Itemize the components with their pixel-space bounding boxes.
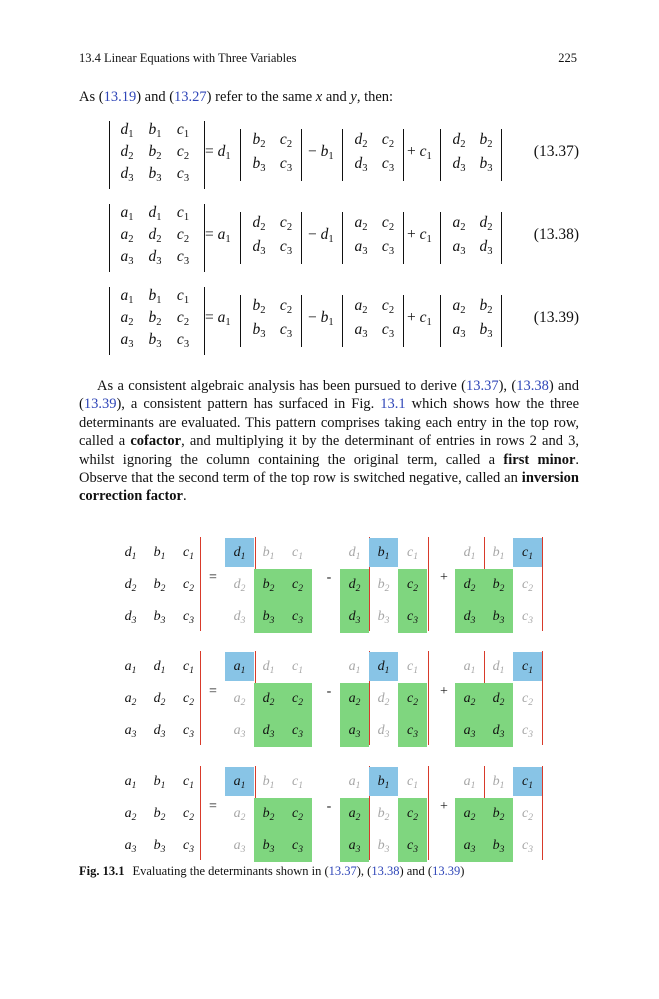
figure-link[interactable]: 13.1 [380,396,406,413]
minor-cell: $c_2$ [398,798,427,830]
ignored-entry: $a_3$ [233,723,246,740]
cofactor-cell: $d_1$ [369,652,398,681]
determinant-2x2 [440,295,502,347]
matrix-entry: $d_2$ [153,691,166,708]
determinant-equation [109,287,579,355]
equals-cofactor: = $d_1$ [205,143,231,163]
minor-cell: $c_3$ [398,715,427,747]
matrix-entry: $c_1$ [176,204,190,224]
matrix-entry: $b_1$ [148,287,162,307]
intro-sentence: As (13.19) and (13.27) refer to the same x and y, then: [79,89,394,105]
matrix-entry: $b_1$ [153,774,166,791]
operator-minus: - [326,684,332,699]
minor-cell: $c_2$ [398,683,427,715]
minor-cell: $c_2$ [283,683,312,715]
divider-line [428,766,429,860]
matrix-entry: $c_1$ [183,659,194,676]
ignored-entry: $c_2$ [522,691,533,708]
matrix-entry: $c_2$ [183,806,194,823]
ignored-entry: $b_1$ [262,545,275,562]
matrix-entry: $c_2$ [279,214,293,234]
determinant-2x2 [240,295,302,347]
determinant-3x3 [109,204,205,272]
minor-cell: $d_2$ [455,569,484,601]
matrix-entry: $a_2$ [124,691,137,708]
minor-cell: $d_3$ [254,715,283,747]
determinant-2x2 [240,129,302,181]
minus-cofactor: − $b_1$ [308,309,334,329]
matrix-entry: $a_3$ [120,331,134,351]
matrix-entry: $d_2$ [252,214,266,234]
ignored-entry: $c_1$ [407,774,418,791]
matrix-entry: $d_3$ [124,609,137,626]
minor-cell: $a_3$ [340,830,369,862]
matrix-entry: $a_2$ [452,297,466,317]
ignored-entry: $b_3$ [377,838,390,855]
plus-cofactor: + $c_1$ [407,309,432,329]
matrix-entry: $d_3$ [153,723,166,740]
matrix-entry: $c_3$ [279,155,293,175]
cofactor-cell: $c_1$ [513,538,542,567]
matrix-entry: $a_3$ [354,238,368,258]
equation-number: (13.38) [533,226,579,243]
ignored-entry: $c_2$ [522,806,533,823]
minor-cell: $d_2$ [254,683,283,715]
matrix-entry: $b_3$ [252,321,266,341]
divider-line [542,537,543,631]
ignored-entry: $b_3$ [377,609,390,626]
equation-link[interactable]: 13.39 [432,864,461,878]
matrix-entry: $b_2$ [153,577,166,594]
matrix-entry: $b_1$ [153,545,166,562]
operator-plus: + [440,570,448,585]
determinant-3x3 [109,121,205,189]
operator-plus: + [440,799,448,814]
determinant-2x2 [440,212,502,264]
figure-block [112,651,552,745]
plus-cofactor: + $c_1$ [407,143,432,163]
determinant-equation [109,204,579,272]
matrix-entry: $b_2$ [148,143,162,163]
cofactor-cell: $c_1$ [513,652,542,681]
minor-cell: $c_3$ [398,830,427,862]
matrix-entry: $b_1$ [148,121,162,141]
matrix-entry: $d_3$ [120,165,134,185]
matrix-entry: $c_2$ [381,214,395,234]
operator-eq: = [209,799,217,814]
cofactor-cell: $d_1$ [225,538,254,567]
determinant-2x2 [342,129,404,181]
matrix-entry: $d_2$ [354,131,368,151]
matrix-entry: $c_2$ [279,131,293,151]
minor-cell: $a_3$ [455,830,484,862]
matrix-entry: $d_3$ [252,238,266,258]
matrix-entry: $d_1$ [120,121,134,141]
cofactor-cell: $a_1$ [225,652,254,681]
matrix-entry: $a_1$ [120,287,134,307]
matrix-entry: $b_3$ [479,321,493,341]
matrix-entry: $d_3$ [479,238,493,258]
equation-link[interactable]: 13.19 [103,89,137,105]
minor-cell: $b_3$ [254,601,283,633]
matrix-entry: $b_3$ [148,331,162,351]
matrix-entry: $d_3$ [354,155,368,175]
matrix-entry: $c_1$ [176,287,190,307]
minor-cell: $a_2$ [455,798,484,830]
ignored-entry: $b_1$ [262,774,275,791]
ignored-entry: $d_3$ [377,723,390,740]
matrix-entry: $b_3$ [252,155,266,175]
matrix-entry: $d_3$ [148,248,162,268]
matrix-entry: $c_1$ [183,545,194,562]
ignored-entry: $c_1$ [292,774,303,791]
divider-line [542,651,543,745]
ignored-entry: $c_3$ [522,609,533,626]
minor-cell: $b_2$ [254,569,283,601]
operator-eq: = [209,684,217,699]
minor-cell: $a_2$ [340,683,369,715]
equation-link[interactable]: 13.37 [328,864,357,878]
ignored-entry: $d_1$ [492,659,505,676]
term-first-minor: first minor [503,451,576,468]
matrix-entry: $a_1$ [124,774,137,791]
operator-eq: = [209,570,217,585]
ignored-entry: $d_1$ [463,545,476,562]
minor-cell: $b_2$ [484,798,513,830]
matrix-entry: $c_2$ [183,577,194,594]
ignored-entry: $d_1$ [262,659,275,676]
minor-cell: $a_3$ [340,715,369,747]
matrix-entry: $a_2$ [354,297,368,317]
matrix-entry: $c_3$ [183,609,194,626]
matrix-entry: $a_3$ [124,723,137,740]
determinant-equation [109,121,579,189]
divider-line [428,651,429,745]
matrix-entry: $b_2$ [252,297,266,317]
matrix-entry: $a_2$ [120,226,134,246]
ignored-entry: $b_2$ [377,577,390,594]
equation-link[interactable]: 13.39 [83,396,117,413]
plus-cofactor: + $c_1$ [407,226,432,246]
matrix-entry: $c_2$ [176,309,190,329]
matrix-entry: $d_1$ [153,659,166,676]
minor-cell: $a_3$ [455,715,484,747]
ignored-entry: $a_1$ [463,774,476,791]
ignored-entry: $a_2$ [233,806,246,823]
ignored-entry: $c_1$ [407,545,418,562]
minor-cell: $d_3$ [484,715,513,747]
ignored-entry: $a_1$ [463,659,476,676]
matrix-entry: $a_2$ [120,309,134,329]
figure-caption: Fig. 13.1 Evaluating the determinants shown in (13.37), (13.38) and (13.39) [79,864,465,878]
ignored-entry: $d_2$ [377,691,390,708]
determinant-2x2 [240,212,302,264]
cofactor-cell: $a_1$ [225,767,254,796]
minor-cell: $b_3$ [484,601,513,633]
equation-link[interactable]: 13.37 [465,378,499,394]
cofactor-cell: $c_1$ [513,767,542,796]
equation-number: (13.39) [533,309,579,326]
minor-cell: $c_2$ [283,569,312,601]
term-inversion-correction-factor: inversion correction factor [79,470,579,505]
matrix-entry: $c_3$ [176,165,190,185]
term-cofactor: cofactor [130,433,182,450]
determinant-2x2 [440,129,502,181]
body-paragraph: As a consistent algebraic analysis has been pursued to derive (13.37), (13.38) and (13.39), a consistent pattern has surfaced in Fig. 13.1 which shows how the three determinants are evaluated. This pattern comprises taking each entry in the top row, called a cofactor, and multiplying it by the determinant of entries in rows 2 and 3, whilst ignoring the column containing the original term, called a first minor. Observe that the second term of the top row is switched negative, called an inversion correction factor. [79,378,580,505]
matrix-entry: $c_3$ [381,321,395,341]
matrix-entry: $c_3$ [381,238,395,258]
matrix-entry: $b_2$ [153,806,166,823]
cofactor-cell: $b_1$ [369,767,398,796]
minor-cell: $b_2$ [254,798,283,830]
matrix-entry: $d_2$ [452,131,466,151]
ignored-entry: $d_3$ [233,609,246,626]
matrix-entry: $a_1$ [124,659,137,676]
equation-link[interactable]: 13.38 [516,378,549,394]
equals-cofactor: = $a_1$ [205,309,231,329]
ignored-entry: $d_2$ [233,577,246,594]
matrix-entry: $c_1$ [176,121,190,141]
matrix-entry: $b_2$ [479,297,493,317]
ignored-entry: $c_1$ [292,545,303,562]
matrix-entry: $b_3$ [153,609,166,626]
minor-cell: $d_3$ [455,601,484,633]
matrix-entry: $a_3$ [124,838,137,855]
determinant-2x2 [342,295,404,347]
equation-link[interactable]: 13.38 [371,864,400,878]
matrix-entry: $c_3$ [176,331,190,351]
matrix-entry: $d_1$ [124,545,137,562]
ignored-entry: $d_1$ [348,545,361,562]
section-title: 13.4 Linear Equations with Three Variables [79,51,297,65]
minor-cell: $b_3$ [484,830,513,862]
ignored-entry: $a_2$ [233,691,246,708]
minor-cell: $b_3$ [254,830,283,862]
matrix-entry: $c_2$ [381,297,395,317]
matrix-entry: $c_3$ [183,838,194,855]
ignored-entry: $c_3$ [522,723,533,740]
figure-block [112,766,552,860]
operator-plus: + [440,684,448,699]
divider-line [428,537,429,631]
minor-cell: $b_2$ [484,569,513,601]
ignored-entry: $c_3$ [522,838,533,855]
divider-line [542,766,543,860]
minor-cell: $c_3$ [283,601,312,633]
operator-minus: - [326,570,332,585]
minus-cofactor: − $d_1$ [308,226,334,246]
minus-cofactor: − $b_1$ [308,143,334,163]
matrix-entry: $a_2$ [124,806,137,823]
matrix-entry: $d_1$ [148,204,162,224]
matrix-entry: $c_1$ [183,774,194,791]
ignored-entry: $c_1$ [292,659,303,676]
matrix-entry: $a_3$ [452,238,466,258]
operator-minus: - [326,799,332,814]
matrix-entry: $c_2$ [176,143,190,163]
ignored-entry: $a_1$ [348,659,361,676]
minor-cell: $c_3$ [283,830,312,862]
matrix-entry: $b_2$ [148,309,162,329]
ignored-entry: $a_1$ [348,774,361,791]
minor-cell: $c_2$ [283,798,312,830]
minor-cell: $c_3$ [283,715,312,747]
matrix-entry: $a_3$ [354,321,368,341]
matrix-entry: $c_3$ [381,155,395,175]
matrix-entry: $d_2$ [120,143,134,163]
matrix-entry: $b_3$ [479,155,493,175]
matrix-entry: $c_2$ [183,691,194,708]
ignored-entry: $a_3$ [233,838,246,855]
ignored-entry: $c_1$ [407,659,418,676]
matrix-entry: $a_2$ [452,214,466,234]
matrix-entry: $b_3$ [148,165,162,185]
minor-cell: $c_3$ [398,601,427,633]
matrix-entry: $c_3$ [183,723,194,740]
ignored-entry: $b_1$ [492,774,505,791]
figure-block [112,537,552,631]
minor-cell: $d_2$ [340,569,369,601]
minor-cell: $d_3$ [340,601,369,633]
matrix-entry: $d_2$ [148,226,162,246]
cofactor-cell: $b_1$ [369,538,398,567]
minor-cell: $c_2$ [398,569,427,601]
matrix-entry: $b_2$ [252,131,266,151]
ignored-entry: $b_2$ [377,806,390,823]
matrix-entry: $c_3$ [279,321,293,341]
matrix-entry: $c_3$ [176,248,190,268]
matrix-entry: $d_2$ [124,577,137,594]
ignored-entry: $c_2$ [522,577,533,594]
matrix-entry: $b_3$ [153,838,166,855]
equation-link[interactable]: 13.27 [174,89,207,105]
matrix-entry: $a_3$ [120,248,134,268]
ignored-entry: $b_1$ [492,545,505,562]
matrix-entry: $c_2$ [381,131,395,151]
matrix-entry: $d_2$ [479,214,493,234]
matrix-entry: $a_2$ [354,214,368,234]
minor-cell: $d_2$ [484,683,513,715]
determinant-2x2 [342,212,404,264]
matrix-entry: $c_2$ [176,226,190,246]
equation-number: (13.37) [533,143,579,160]
matrix-entry: $a_3$ [452,321,466,341]
matrix-entry: $c_3$ [279,238,293,258]
minor-cell: $a_2$ [455,683,484,715]
page-number: 225 [558,51,577,65]
determinant-3x3 [109,287,205,355]
matrix-entry: $b_2$ [479,131,493,151]
matrix-entry: $c_2$ [279,297,293,317]
matrix-entry: $a_1$ [120,204,134,224]
minor-cell: $a_2$ [340,798,369,830]
equals-cofactor: = $a_1$ [205,226,231,246]
matrix-entry: $d_3$ [452,155,466,175]
